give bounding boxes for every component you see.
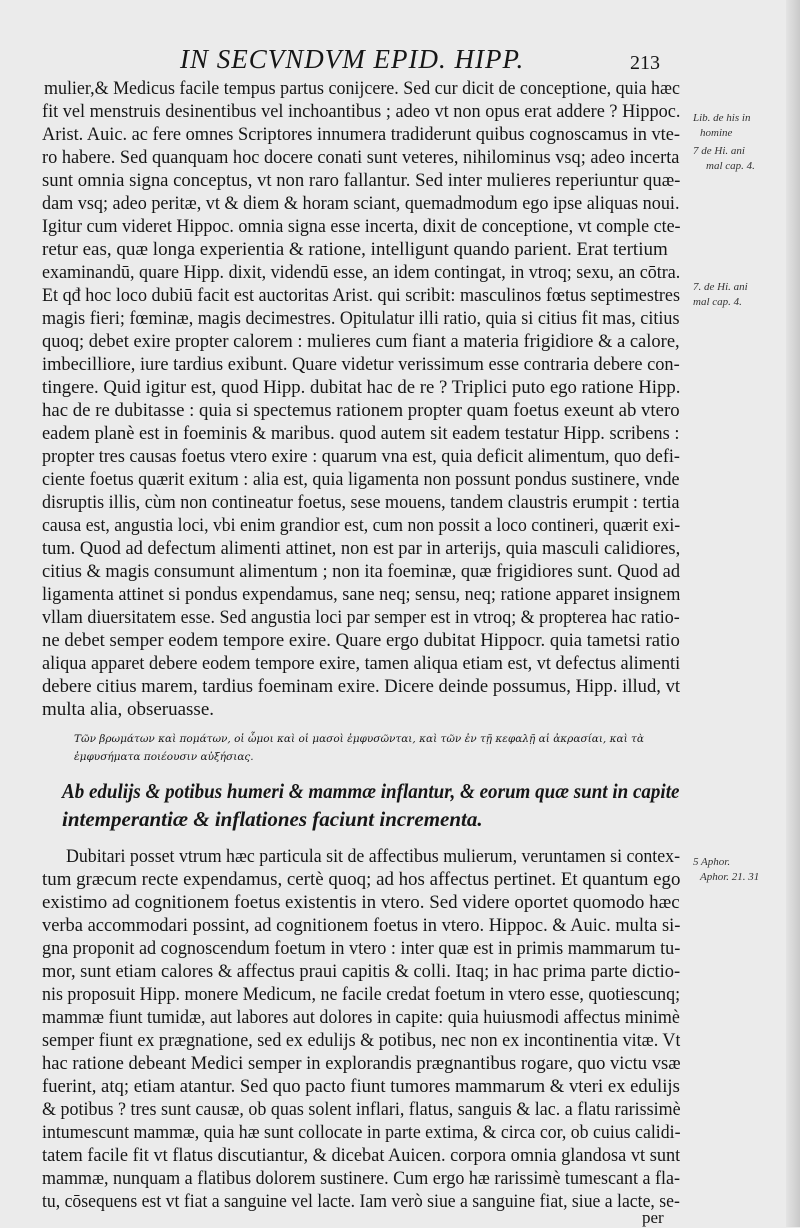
text-line: multa alia, obseruasse. [42, 699, 215, 720]
text-line: causa est, angustia loci, vbi enim grandior est, cum non possit a loco contineri, quærit exi- [42, 515, 681, 536]
margin-note: mal cap. 4. [693, 296, 742, 308]
margin-note: Lib. de his in [693, 112, 751, 124]
margin-note: homine [700, 127, 733, 139]
text-line: tum græcum recte expendamus, certè quoq; ad hos affectus pertinet. Et quantum ego [42, 869, 681, 890]
lemma-heading-line: Ab edulijs & potibus humeri & mammæ inflantur, & eorum quæ sunt in capite [62, 779, 680, 803]
text-line: debere citius marem, tardius foeminam exire. Dicere deinde possumus, Hipp. illud, vt [42, 676, 681, 697]
text-line: ligamenta attinet si pondus expendamus, sane neq; sensu, neq; ratione apparet insignem [42, 584, 681, 605]
text-line: mulier,& Medicus facile tempus partus conijcere. Sed cur dicit de conceptione, quia hæc [44, 78, 680, 99]
text-line: & potibus ? tres sunt causæ, ob quas solent inflari, flatus, sanguis & lac. a flatu rarissimè [42, 1099, 681, 1120]
text-line: Dubitari posset vtrum hæc particula sit de affectibus mulierum, veruntamen si contex- [66, 846, 681, 867]
text-line: aliqua apparet debere eodem tempore exire, tamen aliqua etiam est, vt defectus alimenti [42, 653, 681, 674]
text-line: vllam diuersitatem esse. Sed angustia loci par semper est in vtroq; & propterea hac ratio- [42, 607, 680, 628]
text-line: dam vsq; adeo peritæ, vt & diem & horam sciant, quemadmodum ego ipse aliquas noui. [42, 193, 680, 214]
text-line: fuerint, atq; etiam atantur. Sed quo pacto fiunt tumores mammarum & vteri ex edulijs [42, 1076, 680, 1097]
text-line: gna proponit ad cognoscendum foetum in vtero : inter quæ est in primis mammarum tu- [42, 938, 681, 959]
text-line: verba accommodari possint, ad cognitionem foetus in vtero. Hippoc. & Auic. multa si- [42, 915, 681, 936]
text-line: mor, sunt etiam calores & affectus praui capitis & colli. Itaq; in hac prima parte dictio- [42, 961, 681, 982]
text-line: Et qđ hoc loco dubiū facit est auctoritas Arist. qui scribit: masculinos fœtus septimestres [42, 285, 681, 306]
text-line: nis proposuit Hipp. monere Medicum, ne facile credat foetum in vtero esse, quotiescunq; [42, 984, 681, 1005]
text-line: hac ratione debeant Medici semper in explorandis prægnantibus rogare, quo victu vsæ [42, 1053, 681, 1074]
text-line: intumescunt mammæ, quia hæ sunt collocate in parte extima, & circa cor, ob cuius calidi- [42, 1122, 681, 1143]
text-line: tu, cōsequens est vt fiat a sanguine vel lacte. Iam verò siue a sanguine fiat, siue a lacte, se- [42, 1191, 680, 1212]
greek-quote-line: ἐμφυσήματα ποιέουσιν αὐξήσιας. [74, 751, 254, 763]
running-title: IN SECVNDVM EPID. HIPP. [180, 44, 525, 74]
page-edge-shadow [786, 0, 800, 1227]
text-line: sunt omnia signa conceptus, vt non raro fallantur. Sed inter mulieres reperiuntur quæ- [42, 170, 681, 191]
text-line: tum. Quod ad defectum alimenti attinet, non est par in arterijs, quia masculi calidiores, [42, 538, 681, 559]
text-line: ciente foetus quærit exitum : alia est, quia ligamenta non possunt pondus sustinere, vnde [42, 469, 680, 490]
text-line: ne debet semper eodem tempore exire. Quare ergo dubitat Hippocr. quia tametsi ratio [42, 630, 680, 651]
text-line: magis fieri; fœminæ, magis decimestres. Opitulatur illi ratio, quia si citius fit mas, citius [42, 308, 680, 329]
margin-note: 7 de Hi. ani [693, 145, 745, 157]
text-line: ro habere. Sed quanquam hoc docere conati sunt veteres, nihilominus vsq; adeo incerta [42, 147, 680, 168]
text-line: hac de re dubitasse : quia si spectemus rationem propter quam foetus exeunt ab vtero [42, 400, 680, 421]
text-line: disruptis illis, cùm non contineatur foetus, sese mouens, tandem claustris erumpit : tertia [42, 492, 680, 513]
text-line: Igitur cum videret Hippoc. omnia signa esse incerta, dixit de conceptione, vt comple cte- [42, 216, 681, 237]
text-line: semper fiunt ex prægnatione, sed ex edulijs & potibus, nec non ex incontinentia vitæ. Vt [42, 1030, 681, 1051]
text-line: propter tres causas foetus vtero exire : quarum vna est, quia deficit alimentum, quo defi- [42, 446, 680, 467]
text-line: fit vel menstruis desinentibus vel inchoantibus ; adeo vt non opus erat addere ? Hippoc. [42, 101, 681, 122]
text-line: examinandū, quare Hipp. dixit, videndū esse, an idem contingat, in vtroq; sexu, an cōtra. [42, 262, 681, 283]
text-line: quoq; debet exire propter calorem : mulieres cum fiant a materia frigidiore & a calore, [42, 331, 680, 352]
text-line: citius & magis consumunt alimentum ; non ita foeminæ, quæ frigidiores sunt. Quod ad [42, 561, 681, 582]
page-number: 213 [630, 52, 660, 74]
margin-note: 7. de Hi. ani [693, 281, 748, 293]
text-line: retur eas, quæ longa experientia & ratione, intelligunt quando parient. Erat tertium [42, 239, 668, 260]
margin-note: Aphor. 21. 31 [700, 871, 760, 883]
catchword: per [642, 1208, 664, 1227]
margin-note: 5 Aphor. [693, 856, 731, 868]
greek-quote-line: Τῶν βρωμάτων καὶ πομάτων, οἱ ὦμοι καὶ οἱ μασοὶ ἐμφυσῶνται, καὶ τῶν ἐν τῇ κεφαλῇ αἱ ἀκρασίαι, καὶ τὰ [74, 733, 644, 745]
text-line: mammæ fiunt tumidæ, aut labores aut dolores in capite: quia huiusmodi affectus minimè [42, 1007, 680, 1028]
lemma-heading-line: intemperantiæ & inflationes faciunt incrementa. [62, 807, 483, 831]
text-line: imbecilliore, iure tardius exibunt. Quare videtur verissimum esse contraria debere con- [42, 354, 680, 375]
text-line: existimo ad cognitionem foetus existentis in vtero. Sed videre oportet quomodo hæc [42, 892, 680, 913]
margin-note: mal cap. 4. [706, 160, 755, 172]
text-line: eadem planè est in foeminis & maribus. quod autem sit eadem testatur Hipp. scribens : [42, 423, 680, 444]
text-line: tatem facile fit vt flatus discutiantur, & dicebat Auicen. corpora omnia glandosa vt sunt [42, 1145, 681, 1166]
text-line: tingere. Quid igitur est, quod Hipp. dubitat hac de re ? Triplici puto ego ratione Hipp. [42, 377, 681, 398]
text-line: mammæ, nunquam a flatibus dolorem sustinere. Cum ergo hæ rarissimè tumescant a fla- [42, 1168, 680, 1189]
text-line: Arist. Auic. ac fere omnes Scriptores innumera tradiderunt quibus cognoscamus in vte- [42, 124, 681, 145]
